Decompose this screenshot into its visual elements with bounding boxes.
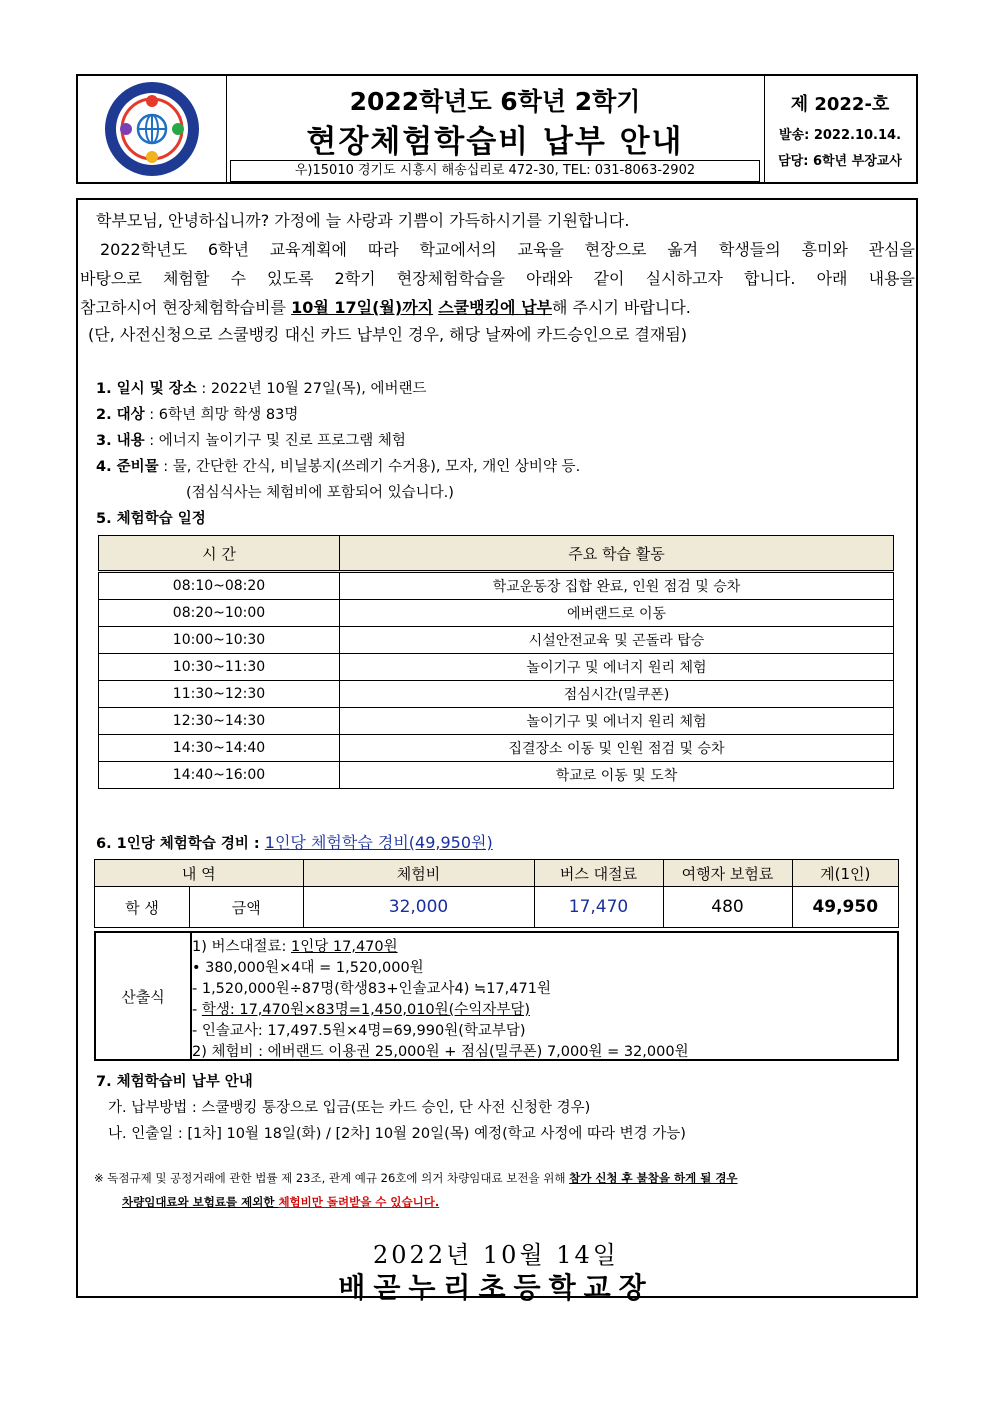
calculation-box xyxy=(94,931,899,1061)
info-cell xyxy=(764,76,916,182)
cost-table xyxy=(94,859,899,928)
payment-withdrawal-date: 나. 인출일 : [1차] 10월 18일(화) / [2차] 10월 20일(목) 예정(학교 사정에 따라 변경 가능) xyxy=(108,1126,686,1142)
calc-line-5: - 인솔교사: 17,497.5원×4명=69,990원(학교부담) xyxy=(192,1023,526,1039)
cost-header-total: 계(1인) xyxy=(792,860,899,887)
intro-line2: 2022학년도 6학년 교육계획에 따라 학교에서의 교육을 현장으로 옮겨 학생들의 흥미와 관심을 xyxy=(100,240,915,259)
calc-line-1-amount: 1인당 17,470원 xyxy=(291,939,398,955)
cost-fee-value: 32,000 xyxy=(303,887,534,928)
schedule-time: 14:40~16:00 xyxy=(99,762,340,789)
contact-person: 담당: 6학년 부장교사 xyxy=(778,154,902,169)
cost-header-row xyxy=(95,860,899,887)
calc-line-4-student: 학생: 17,470원×83명=1,450,010원(수익자부담) xyxy=(201,1002,531,1018)
schedule-time: 08:20~10:00 xyxy=(99,600,340,627)
header-box xyxy=(76,74,918,184)
schedule-time: 14:30~14:40 xyxy=(99,735,340,762)
intro-line1: 학부모님, 안녕하십니까? 가정에 늘 사랑과 기쁨이 가득하시기를 기원합니다. xyxy=(96,211,630,230)
table-row xyxy=(99,600,894,627)
calc-line-2: • 380,000원×4대 = 1,520,000원 xyxy=(192,960,424,976)
title-line1: 2022학년도 6학년 2학기 xyxy=(349,87,641,116)
title-cell xyxy=(226,76,765,182)
cost-header-bus: 버스 대절료 xyxy=(534,860,663,887)
item-2-value: : 6학년 희망 학생 83명 xyxy=(144,407,299,423)
cost-summary-link[interactable]: 1인당 체험학습 경비(49,950원) xyxy=(264,833,493,852)
cost-header-insurance: 여행자 보험료 xyxy=(663,860,792,887)
intro-line4-post: 해 주시기 바랍니다. xyxy=(551,298,691,317)
schedule-activity: 놀이기구 및 에너지 원리 체험 xyxy=(340,654,894,681)
item-1 xyxy=(96,377,427,398)
table-row xyxy=(99,762,894,789)
title-line2: 현장체험학습비 납부 안내 xyxy=(306,124,684,160)
schedule-activity: 학교운동장 집합 완료, 인원 점검 및 승차 xyxy=(340,572,894,600)
calc-line-1-pre: 1) 버스대절료: xyxy=(192,939,292,955)
refund-notice-exclusion: 차량임대료와 보험료를 제외한 xyxy=(122,1195,279,1209)
calculation-label: 산출식 xyxy=(96,933,192,1059)
schedule-activity: 시설안전교육 및 곤돌라 탑승 xyxy=(340,627,894,654)
item-4 xyxy=(96,455,580,476)
payment-method: 가. 납부방법 : 스쿨뱅킹 통장으로 입금(또는 카드 승인, 단 사전 신청한 경우) xyxy=(108,1100,591,1116)
refund-notice-pre: ※ 독점규제 및 공정거래에 관한 법률 제 23조, 관계 예규 26호에 의거 차량임대료 보전을 위해 xyxy=(94,1171,570,1185)
refund-notice-line1 xyxy=(94,1170,738,1186)
table-row xyxy=(99,681,894,708)
item-4-note: (점심식사는 체험비에 포함되어 있습니다.) xyxy=(186,485,454,501)
schedule-header-activity: 주요 학습 활동 xyxy=(340,536,894,572)
refund-notice-line2 xyxy=(122,1194,439,1210)
calc-line-6: 2) 체험비 : 에버랜드 이용권 25,000원 + 점심(밀쿠폰) 7,000원 = 32,000원 xyxy=(192,1044,689,1060)
intro-line4 xyxy=(80,295,691,318)
item-3 xyxy=(96,429,406,450)
item-3-label: 3. 내용 xyxy=(96,433,145,449)
refund-notice-condition: 참가 신청 후 불참을 하게 될 경우 xyxy=(569,1171,738,1185)
table-row xyxy=(99,735,894,762)
refund-notice-result: 체험비만 돌려받을 수 있습니다. xyxy=(278,1195,440,1209)
item-1-label: 1. 일시 및 장소 xyxy=(96,381,197,397)
schedule-time: 11:30~12:30 xyxy=(99,681,340,708)
calc-line-4 xyxy=(192,998,530,1019)
intro-line5: (단, 사전신청으로 스쿨뱅킹 대신 카드 납부인 경우, 해당 날짜에 카드승인으로 결재됨) xyxy=(88,325,688,344)
item-4-value: : 물, 간단한 간식, 비닐봉지(쓰레기 수거용), 모자, 개인 상비약 등. xyxy=(158,459,581,475)
table-row xyxy=(99,572,894,600)
cost-bus-value: 17,470 xyxy=(534,887,663,928)
calc-line-3: - 1,520,000원÷87명(학생83+인솔교사4) ≒17,471원 xyxy=(192,981,551,997)
schedule-activity: 에버랜드로 이동 xyxy=(340,600,894,627)
intro-line3: 바탕으로 체험할 수 있도록 2학기 현장체험학습을 아래와 같이 실시하고자 합니다. 아래 내용을 xyxy=(80,269,915,288)
issue-date-footer: 2022년 10월 14일 xyxy=(373,1241,619,1269)
schedule-activity: 집결장소 이동 및 인원 점검 및 승차 xyxy=(340,735,894,762)
cost-header-detail: 내 역 xyxy=(95,860,304,887)
schedule-header-row xyxy=(99,536,894,572)
schedule-time: 08:10~08:20 xyxy=(99,572,340,600)
calc-line-1 xyxy=(192,935,398,956)
table-row xyxy=(99,708,894,735)
schedule-activity: 놀이기구 및 에너지 원리 체험 xyxy=(340,708,894,735)
table-row xyxy=(99,627,894,654)
item-4-label: 4. 준비물 xyxy=(96,459,159,475)
schedule-header-time: 시 간 xyxy=(99,536,340,572)
cost-title-line xyxy=(96,830,493,853)
item-2 xyxy=(96,403,298,424)
item-1-value: : 2022년 10월 27일(목), 에버랜드 xyxy=(196,381,427,397)
school-address: 우)15010 경기도 시흥시 해송십리로 472-30, TEL: 031-8063-2902 xyxy=(230,160,760,182)
document-number: 제 2022-호 xyxy=(790,94,890,115)
logo-cell xyxy=(78,76,227,182)
issue-date: 발송: 2022.10.14. xyxy=(778,128,902,143)
table-row xyxy=(95,887,899,928)
payment-deadline: 10월 17일(월)까지 xyxy=(291,298,434,317)
table-row xyxy=(99,654,894,681)
principal-signature: 배곧누리초등학교장 xyxy=(338,1271,654,1304)
schedule-activity: 학교로 이동 및 도착 xyxy=(340,762,894,789)
cost-row-label: 학 생 xyxy=(95,887,190,928)
item-3-value: : 에너지 놀이기구 및 진로 프로그램 체험 xyxy=(144,433,406,449)
schedule-time: 10:30~11:30 xyxy=(99,654,340,681)
schedule-time: 10:00~10:30 xyxy=(99,627,340,654)
payment-method-highlight: 스쿨뱅킹에 납부 xyxy=(438,298,552,317)
schedule-time: 12:30~14:30 xyxy=(99,708,340,735)
schedule-table xyxy=(98,535,894,789)
cost-total-value: 49,950 xyxy=(792,887,899,928)
intro-line4-pre: 참고하시어 현장체험학습비를 xyxy=(80,298,292,317)
payment-title: 7. 체험학습비 납부 안내 xyxy=(96,1074,253,1090)
school-logo-icon xyxy=(102,79,202,179)
item-2-label: 2. 대상 xyxy=(96,407,145,423)
cost-title: 6. 1인당 체험학습 경비 : xyxy=(96,836,265,852)
schedule-activity: 점심시간(밀쿠폰) xyxy=(340,681,894,708)
cost-insurance-value: 480 xyxy=(663,887,792,928)
cost-row-sub: 금액 xyxy=(190,887,304,928)
schedule-title: 5. 체험학습 일정 xyxy=(96,511,206,527)
cost-header-fee: 체험비 xyxy=(303,860,534,887)
calc-line-4-pre: - xyxy=(192,1002,202,1018)
